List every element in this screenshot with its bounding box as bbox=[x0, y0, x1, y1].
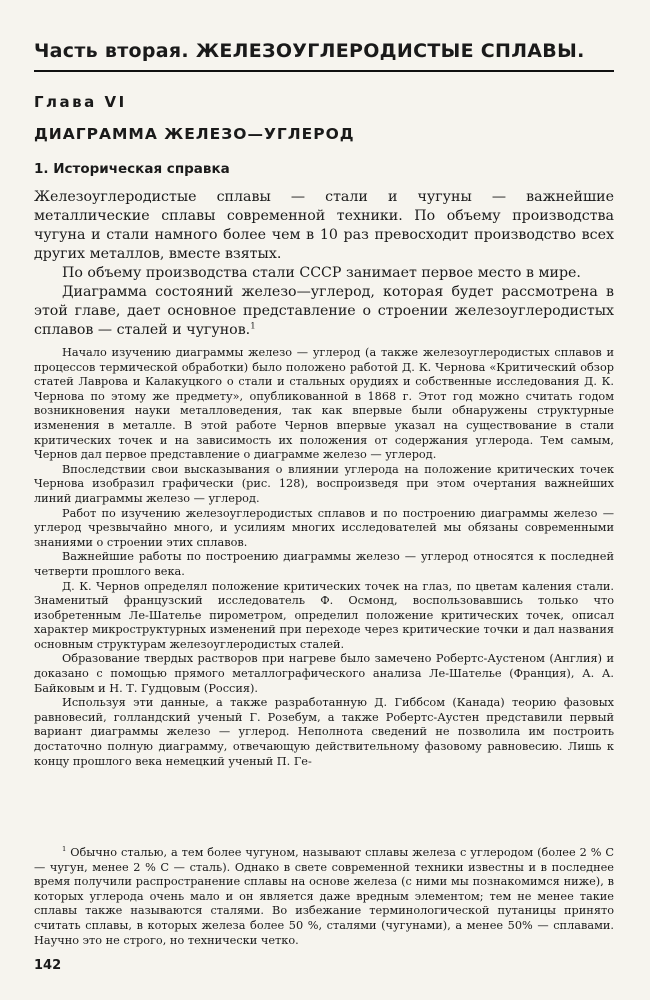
chapter-title: ДИАГРАММА ЖЕЛЕЗО—УГЛЕРОД bbox=[34, 125, 355, 143]
part-header: Часть вторая. ЖЕЛЕЗОУГЛЕРОДИСТЫЕ СПЛАВЫ. bbox=[34, 40, 585, 62]
history-paragraph: Важнейшие работы по построению диаграммы железо — углерод относятся к последней четверти прошлого века. bbox=[34, 550, 614, 578]
intro-paragraph-text: Диаграмма состояний железо—углерод, которая будет рассмотрена в этой главе, дает основное представление о строении железоуглеродистых сплавов — сталей и чугунов. bbox=[34, 284, 614, 338]
history-paragraph: Используя эти данные, а также разработанную Д. Гиббсом (Канада) теорию фазовых равновесий, голландский ученый Г. Розебум, а также Робертс-Аустен представили первый вариант диаграммы железо — углерод. Неполнота сведений не позволила им построить достаточно полную диаграмму, отвечающую действительному фазовому равновесию. Лишь к концу прошлого века немецкий ученый П. Ге- bbox=[34, 696, 614, 768]
intro-paragraph bbox=[34, 283, 614, 340]
history-paragraph: Образование твердых растворов при нагреве было замечено Робертс-Аустеном (Англия) и доказано с помощью прямого металлографического анализа Ле-Шателье (Франция), А. А. Байковым и Н. Т. Гудцовым (Россия). bbox=[34, 652, 614, 695]
footnote bbox=[34, 846, 614, 948]
history-paragraph: Начало изучению диаграммы железо — углерод (а также железоуглеродистых сплавов и процессов термической обработки) было положено работой Д. К. Чернова «Критический обзор статей Лаврова и Калакуцкого о стали и стальных орудиях и собственные исследования Д. К. Чернова по этому же предмету», опубликованной в 1868 г. Этот год можно считать годом возникновения науки металловедения, так как впервые были обнаружены структурные изменения в металле. В этой работе Чернов впервые указал на существование в стали критических точек и на зависимость их положения от содержания углерода. Тем самым, Чернов дал первое представление о диаграмме железо — углерод. bbox=[34, 346, 614, 462]
history-paragraph: Д. К. Чернов определял положение критических точек на глаз, по цветам каления стали. Знаменитый французский исследователь Ф. Осмонд, воспользовавшись только что изобретенным Ле-Шателье пирометром, определил положение критических точек, описал характер микроструктурных изменений при переходе через критические точки и дал названия основным структурам железоуглеродистых сталей. bbox=[34, 579, 614, 651]
header-rule bbox=[34, 70, 614, 72]
history-paragraph: Работ по изучению железоуглеродистых сплавов и по построению диаграммы железо — углерод чрезвычайно много, и усилиям многих исследователей мы обязаны современными знаниями о строении этих сплавов. bbox=[34, 506, 614, 549]
footnote-area bbox=[34, 846, 614, 948]
intro-paragraph: По объему производства стали СССР занимает первое место в мире. bbox=[62, 265, 581, 281]
intro-paragraph: Железоуглеродистые сплавы — стали и чугуны — важнейшие металлические сплавы современной техники. По объему производства чугуна и стали намного более чем в 10 раз превосходит производство всех других металлов, вместе взятых. bbox=[34, 189, 614, 262]
footnote-text: Обычно сталью, а тем более чугуном, называют сплавы железа с углеродом (более 2 % С — чугун, менее 2 % С — сталь). Однако в свете современной техники известны и в последнее время получили распространение сплавы на основе железа (с ними мы познакомимся ниже), в которых углерода очень мало и он является даже вредным элементом; тем не менее такие сплавы также называются сталями. Во избежание терминологической путаницы принято считать сплавы, в которых железа более 50 %, сталями (чугунами), а менее 50% — сплавами. Научно это не строго, но технически четко. bbox=[34, 846, 614, 947]
footnote-reference: 1 bbox=[250, 321, 256, 332]
history-paragraph: Впоследствии свои высказывания о влиянии углерода на положение критических точек Чернова изобразил графически (рис. 128), воспроизведя при этом очертания важнейших линий диаграммы железо — углерод. bbox=[34, 462, 614, 505]
chapter-label: Глава VI bbox=[34, 93, 127, 111]
page-number: 142 bbox=[34, 958, 62, 973]
footnote-mark: 1 bbox=[62, 845, 67, 854]
page-body bbox=[34, 28, 614, 769]
section-title: 1. Историческая справка bbox=[34, 161, 230, 177]
